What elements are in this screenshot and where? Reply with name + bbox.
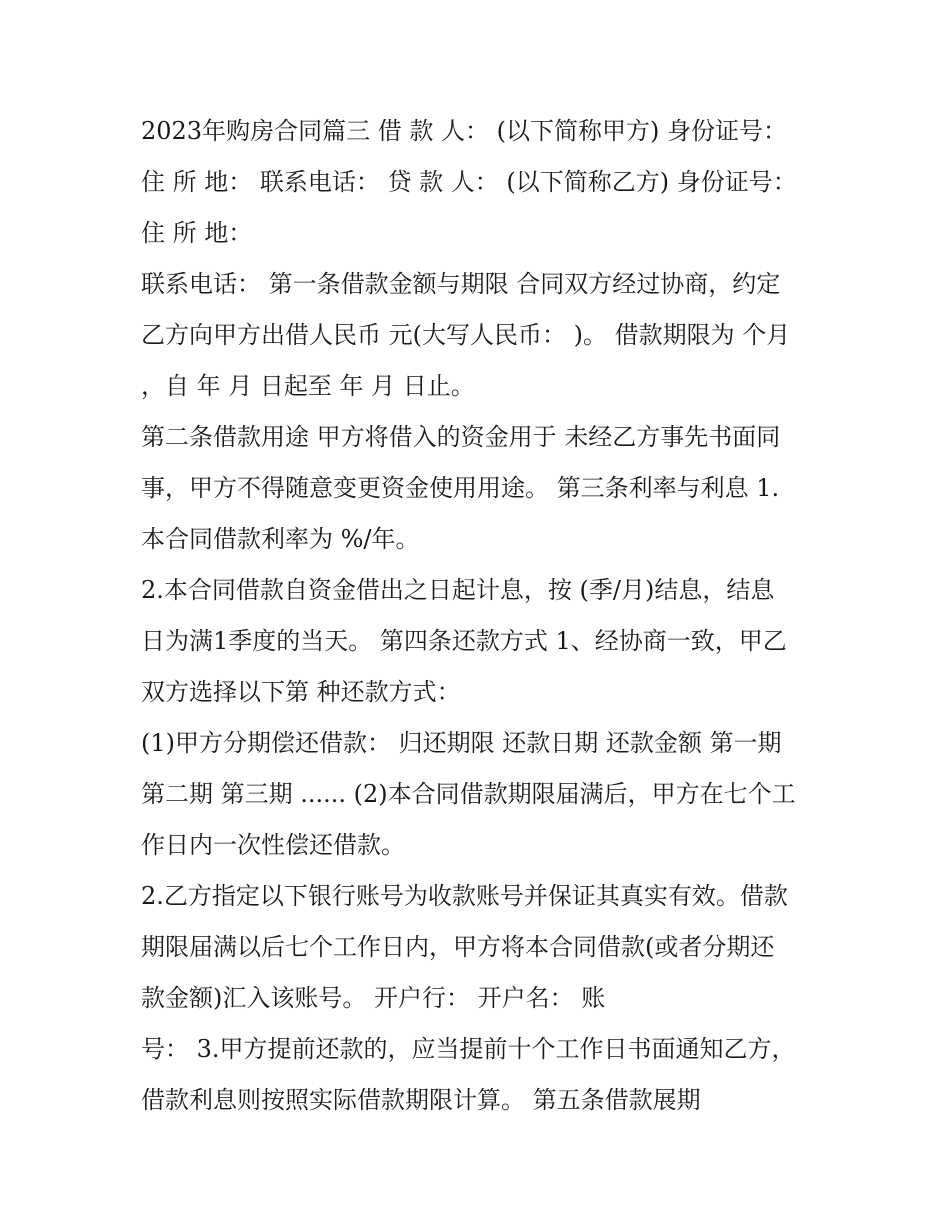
paragraph-interest-article-4 <box>141 565 811 718</box>
text-line: 2.乙方指定以下银行账号为收款账号并保证其真实有效。借款 <box>141 882 788 910</box>
paragraph-repayment-options <box>141 718 811 871</box>
paragraph-article-1 <box>141 259 811 412</box>
text-line: 2.本合同借款自资金借出之日起计息，按 (季/月)结息，结息 <box>141 576 775 604</box>
text-line: 本合同借款利率为 %/年。 <box>141 525 420 553</box>
text-line: 第二条借款用途 甲方将借入的资金用于 未经乙方事先书面同 <box>141 423 781 451</box>
text-line: 住 所 地： 联系电话： 贷 款 人： (以下简称乙方) 身份证号： <box>141 168 797 196</box>
text-line: 乙方向甲方出借人民币 元(大写人民币： )。 借款期限为 个月 <box>141 321 791 349</box>
text-line: 2023年购房合同篇三 借 款 人： (以下简称甲方) 身份证号： <box>141 117 787 145</box>
text-line: 第二期 第三期 ...... (2)本合同借款期限届满后，甲方在七个工 <box>141 780 796 808</box>
text-line: 住 所 地： <box>141 219 253 247</box>
text-line: 借款利息则按照实际借款期限计算。 第五条借款展期 <box>141 1086 701 1114</box>
text-line: 作日内一次性偿还借款。 <box>141 831 405 859</box>
text-line: ，自 年 月 日起至 年 月 日止。 <box>141 372 475 400</box>
paragraph-early-repayment <box>141 1024 811 1126</box>
text-line: 款金额)汇入该账号。 开户行： 开户名： 账 <box>141 984 606 1012</box>
text-line: 日为满1季度的当天。 第四条还款方式 1、经协商一致，甲乙 <box>141 627 787 655</box>
paragraph-bank-account <box>141 871 811 1024</box>
text-line: (1)甲方分期偿还借款： 归还期限 还款日期 还款金额 第一期 <box>141 729 782 757</box>
document-body <box>141 106 811 1126</box>
text-line: 号： 3.甲方提前还款的，应当提前十个工作日书面通知乙方， <box>141 1035 796 1063</box>
text-line: 事，甲方不得随意变更资金使用用途。 第三条利率与利息 1. <box>141 474 780 502</box>
text-line: 双方选择以下第 种还款方式： <box>141 678 461 706</box>
paragraph-article-2-3 <box>141 412 811 565</box>
paragraph-parties <box>141 106 811 259</box>
text-line: 联系电话： 第一条借款金额与期限 合同双方经过协商，约定 <box>141 270 781 298</box>
text-line: 期限届满以后七个工作日内，甲方将本合同借款(或者分期还 <box>141 933 775 961</box>
